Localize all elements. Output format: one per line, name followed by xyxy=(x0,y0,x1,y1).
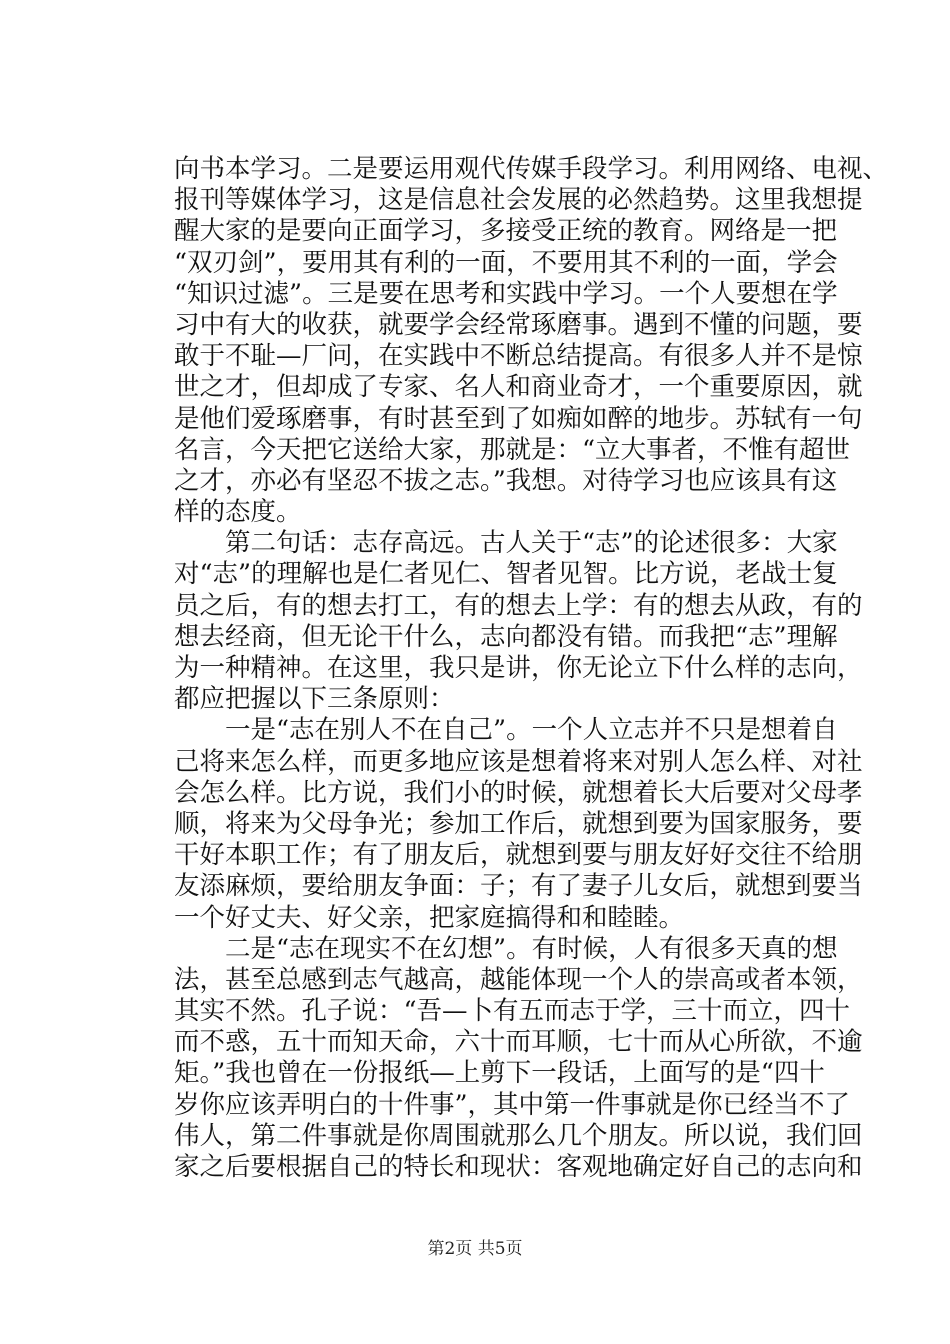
text-line: 对“志”的理解也是仁者见仁、智者见智。比方说，老战士复 xyxy=(174,559,838,590)
text-line: 报刊等媒体学习，这是信息社会发展的必然趋势。这里我想提 xyxy=(174,185,863,216)
text-line: 家之后要根据自己的特长和现状：客观地确定好自己的志向和 xyxy=(174,1152,863,1182)
text-line: 想去经商，但无论干什么，志向都没有错。而我把“志”理解 xyxy=(174,621,838,652)
text-line: 样的态度。 xyxy=(174,497,302,528)
text-line: 习中有大的收获，就要学会经常琢磨事。遇到不懂的问题，要 xyxy=(174,309,863,340)
body-text xyxy=(174,154,889,1183)
text-line: 都应把握以下三条原则： xyxy=(174,684,455,715)
text-line: 己将来怎么样，而更多地应该是想着将来对别人怎么样、对社 xyxy=(174,746,863,777)
text-line: 岁你应该弄明白的十件事”，其中第一件事就是你已经当不了 xyxy=(174,1089,851,1120)
text-line: 为一种精神。在这里，我只是讲，你无论立下什么样的志向， xyxy=(174,653,863,683)
text-line: 法，甚至总感到志气越高，越能体现一个人的崇高或者本领， xyxy=(174,964,863,995)
text-line: 是他们爱琢磨事，有时甚至到了如痴如醉的地步。苏轼有一句 xyxy=(174,403,863,434)
text-line: 伟人，第二件事就是你周围就那么几个朋友。所以说，我们回 xyxy=(174,1120,863,1151)
page-footer: 第2页 共5页 xyxy=(427,1239,523,1259)
text-line: 矩。”我也曾在一份报纸—上剪下一段话，上面写的是“四十 xyxy=(174,1058,825,1089)
text-line: 而不惑，五十而知天命，六十而耳顺，七十而从心所欲，不逾 xyxy=(174,1027,863,1058)
text-line: 二是“志在现实不在幻想”。有时候，人有很多天真的想 xyxy=(174,933,838,964)
text-line: 其实不然。孔子说：“吾—卜有五而志于学，三十而立，四十 xyxy=(174,996,851,1027)
text-line: “双刃剑”，要用其有利的一面，不要用其不利的一面，学会 xyxy=(174,247,838,278)
text-line: 员之后，有的想去打工，有的想去上学：有的想去从政，有的 xyxy=(174,590,863,621)
text-line: 干好本职工作；有了朋友后，就想到要与朋友好好交往不给朋 xyxy=(174,840,863,871)
text-line: 一是“志在别人不在自己”。一个人立志并不只是想着自 xyxy=(174,715,838,746)
text-line: 向书本学习。二是要运用观代传媒手段学习。利用网络、电视、 xyxy=(174,154,889,184)
text-line: 顺，将来为父母争光；参加工作后，就想到要为国家服务，要 xyxy=(174,808,863,839)
text-line: 名言，今天把它送给大家，那就是：“立大事者，不惟有超世 xyxy=(174,434,851,465)
text-line: 友添麻烦，要给朋友争面：子；有了妻子儿女后，就想到要当 xyxy=(174,871,863,902)
text-line: 醒大家的是要向正面学习，多接受正统的教育。网络是一把 xyxy=(174,216,838,247)
text-line: 会怎么样。比方说，我们小的时候，就想着长大后要对父母孝 xyxy=(174,777,863,808)
text-line: 一个好丈夫、好父亲，把家庭搞得和和睦睦。 xyxy=(174,902,685,933)
text-line: 世之才，但却成了专家、名人和商业奇才，一个重要原因，就 xyxy=(174,372,863,403)
text-line: “知识过滤”。三是要在思考和实践中学习。一个人要想在学 xyxy=(174,278,838,309)
text-line: 敢于不耻—厂问，在实践中不断总结提高。有很多人并不是惊 xyxy=(174,341,863,372)
text-line: 之才，亦必有坚忍不拔之志。”我想。对待学习也应该具有这 xyxy=(174,465,838,496)
text-line: 第二句话：志存高远。古人关于“志”的论述很多：大家 xyxy=(174,528,838,559)
